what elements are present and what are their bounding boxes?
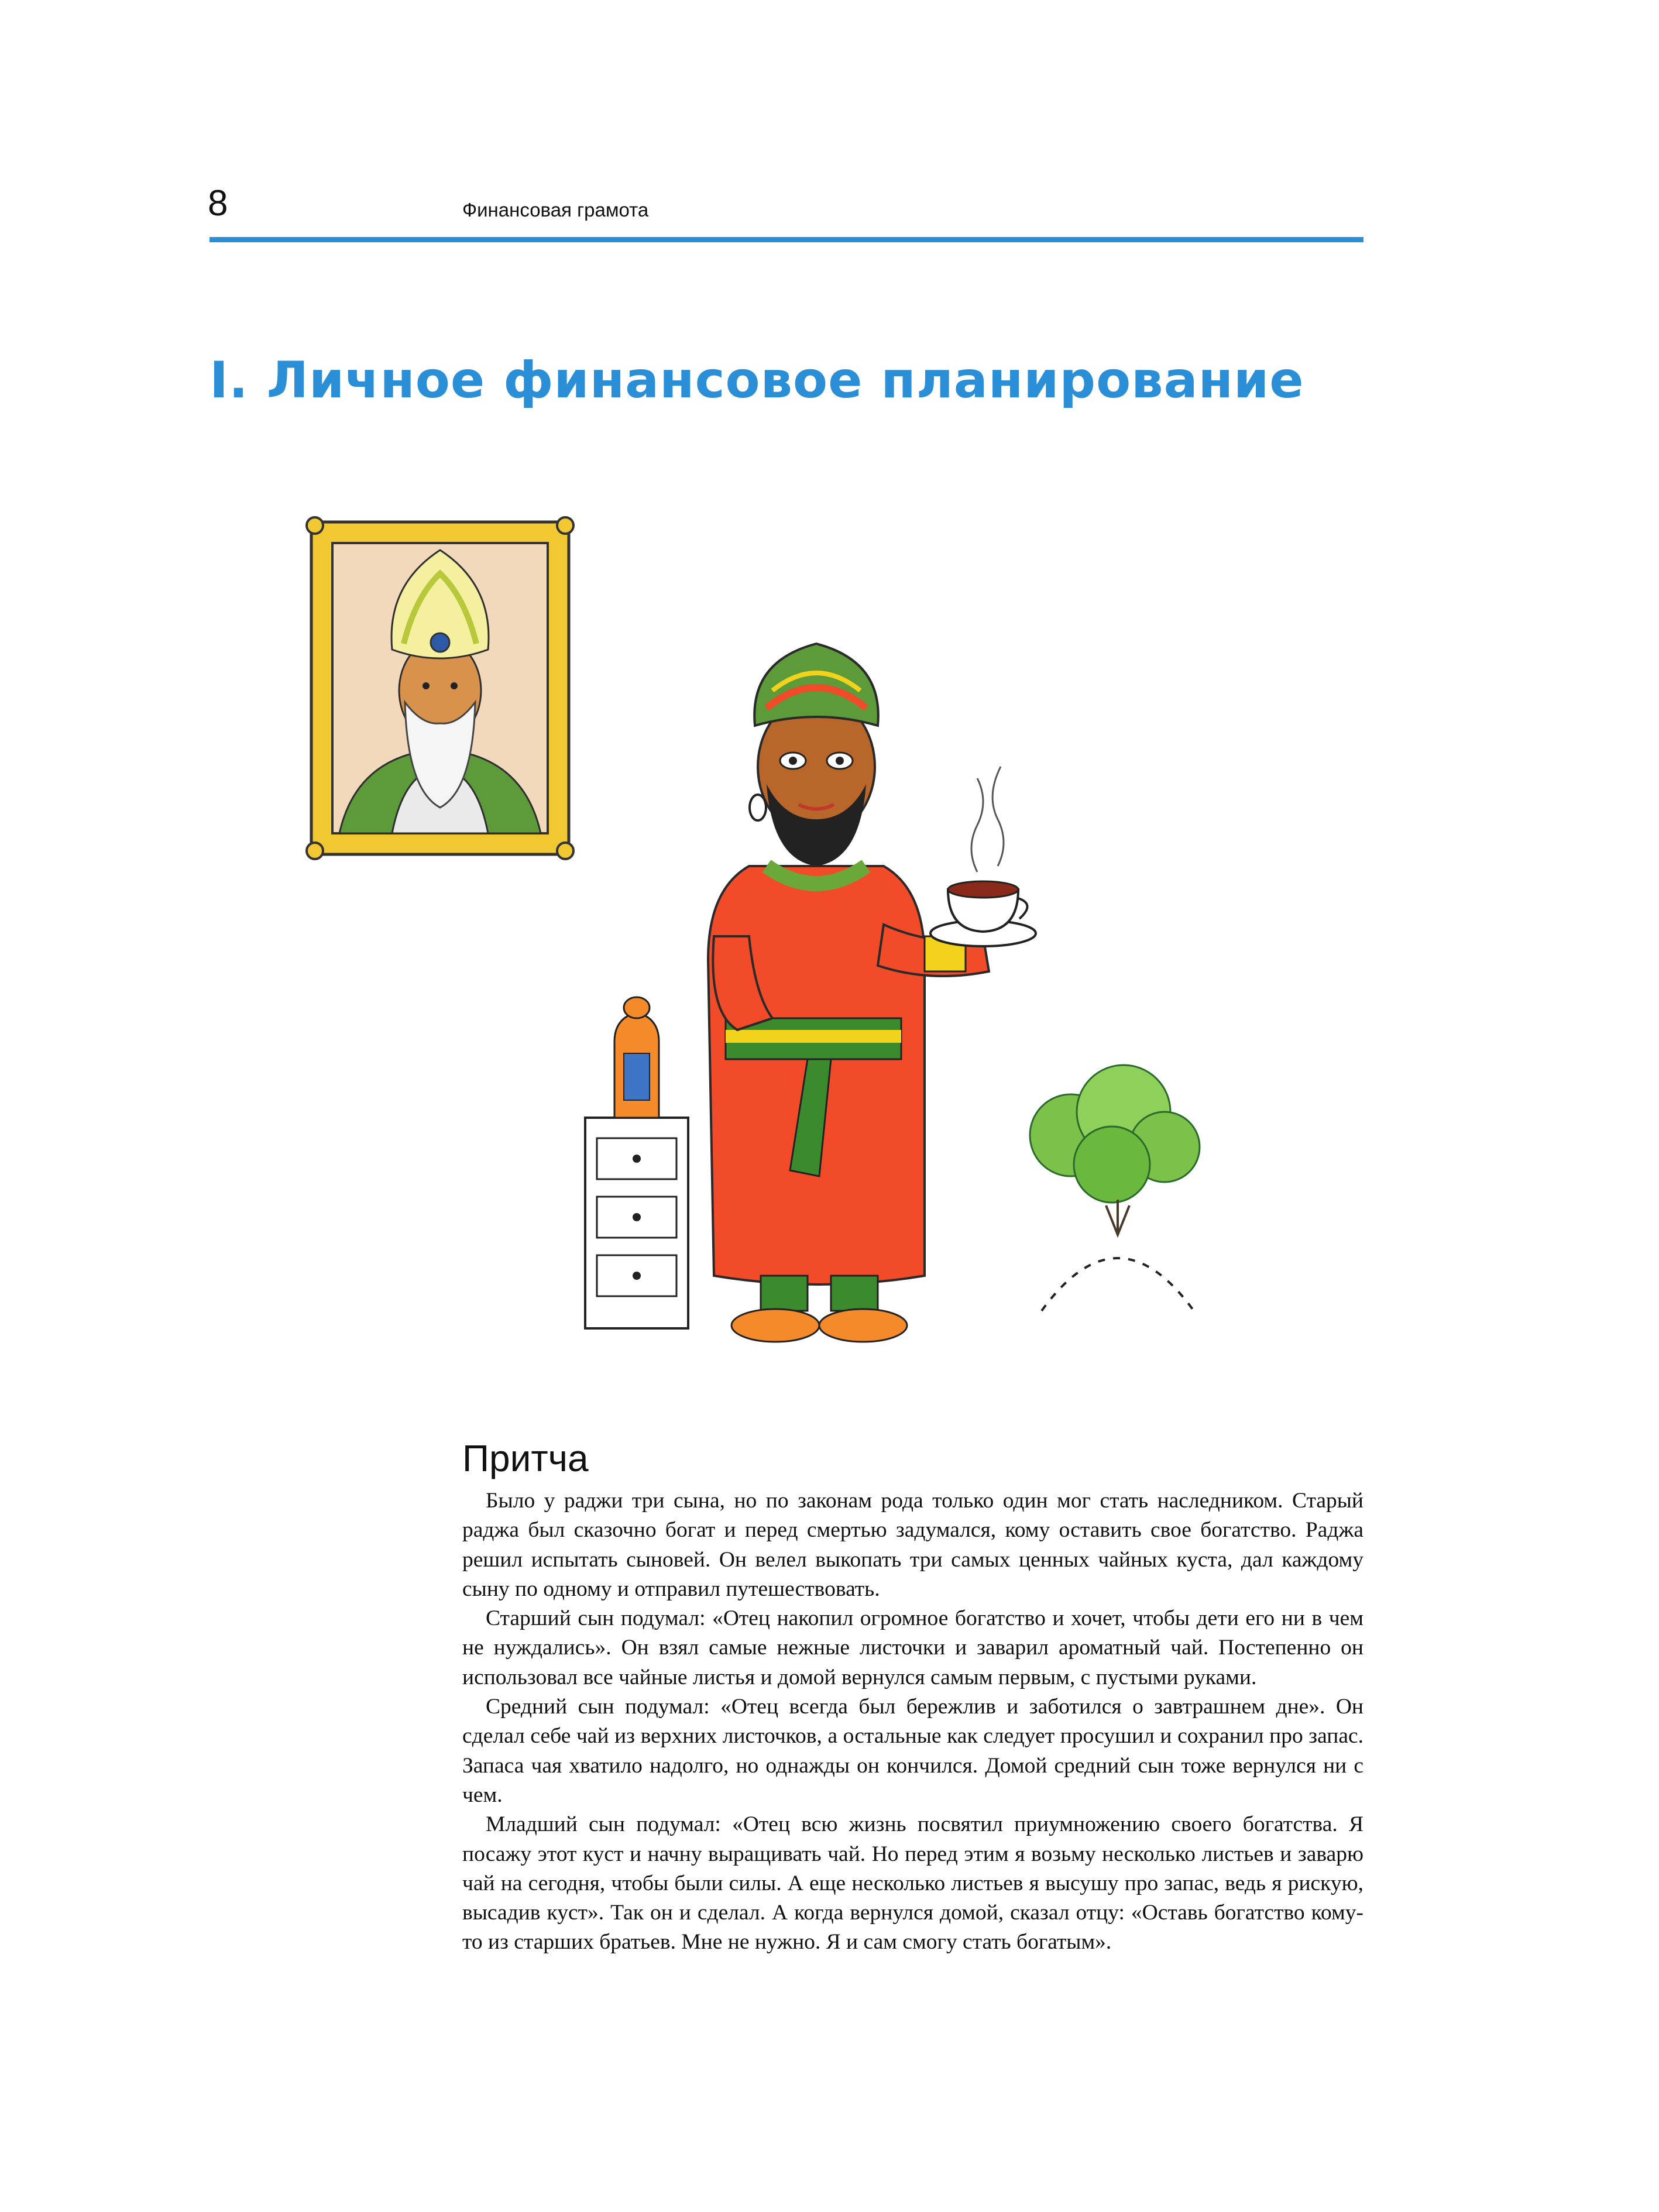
running-head: Финансовая грамота bbox=[462, 199, 649, 221]
paragraph: Средний сын подумал: «Отец всегда был бережлив и заботился о завтрашнем дне». Он сделал себе чай из верхних листочков, а остальные как следует просушил и сохранил про запас. Запаса чая хватило надолго, но однажды он кончился. Домой средний сын тоже вернулся ни с чем. bbox=[462, 1695, 1363, 1807]
chest-of-drawers bbox=[585, 1118, 688, 1328]
header-rule bbox=[209, 237, 1363, 242]
paragraph: Было у раджи три сына, но по законам рода только один мог стать наследником. Старый раджа был сказочно богат и перед смертью задумался, кому оставить свое богатство. Раджа решил испытать сыновей. Он велел выкопать три самых ценных чайных куста, дал каждому сыну по одному и отправил путешествовать. bbox=[462, 1489, 1363, 1601]
tea-cup bbox=[930, 767, 1036, 946]
tea-bush bbox=[1030, 1065, 1200, 1311]
parable-text bbox=[462, 1486, 1363, 1957]
page-number: 8 bbox=[208, 183, 228, 224]
paragraph: Старший сын подумал: «Отец накопил огромное богатство и хочет, чтобы дети его ни в чем не нуждались». Он взял самые нежные листочки и заварил ароматный чай. Постепенно он использовал все чайные листья и домой вернулся самым первым, с пустыми руками. bbox=[462, 1606, 1363, 1689]
chapter-title: I. Личное финансовое планирование bbox=[209, 351, 1304, 410]
section-title: Притча bbox=[462, 1437, 589, 1479]
portrait-frame bbox=[307, 517, 573, 859]
raja-figure bbox=[708, 644, 989, 1342]
paragraph: Младший сын подумал: «Отец всю жизнь посвятил приумножению своего богатства. Я посажу этот куст и начну выращивать чай. Но перед этим я возьму несколько листьев и заварю чай на сегодня, чтобы были силы. А еще несколько листьев я высушу про запас, ведь я рискую, высадив куст». Так он и сделал. А когда вернулся домой, сказал отцу: «Оставь богатство кому-то из старших братьев. Мне не нужно. Я и сам смогу стать богатым». bbox=[462, 1812, 1363, 1955]
elephant-vase bbox=[614, 997, 659, 1118]
raja-illustration bbox=[304, 515, 1217, 1375]
